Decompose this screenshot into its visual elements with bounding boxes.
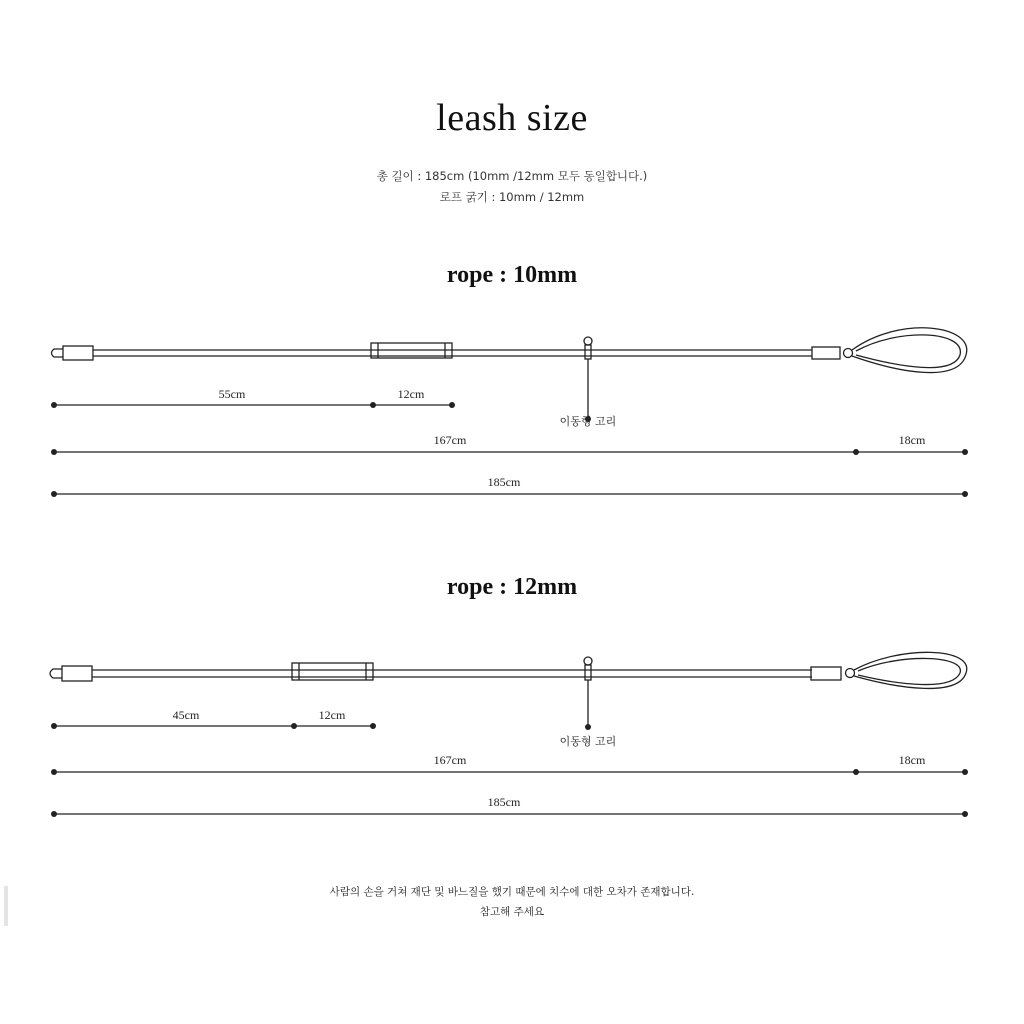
rope-thickness-info: 로프 굵기 : 10mm / 12mm	[439, 190, 585, 204]
loop-sleeve	[812, 347, 840, 359]
notice-line-1: 사람의 손을 거쳐 재단 및 바느질을 했기 때문에 치수에 대한 오차가 존재합니다.	[329, 886, 695, 898]
total-length-label: 185cm	[487, 475, 521, 489]
handle-length-label: 12cm	[397, 387, 425, 401]
body-length-label: 167cm	[433, 753, 467, 767]
clip-hook	[52, 349, 64, 357]
body-length-label: 167cm	[433, 433, 467, 447]
clip-connector	[62, 666, 92, 681]
total-length-label: 185cm	[487, 795, 521, 809]
loop-sleeve	[811, 667, 841, 680]
sliding-ring	[584, 337, 592, 345]
handle-length-label: 12cm	[318, 708, 346, 722]
clip-hook	[50, 669, 62, 678]
clip-connector	[63, 346, 93, 360]
sliding-ring	[584, 657, 592, 665]
section-title-12mm: rope : 12mm	[446, 574, 578, 600]
leash-diagram-10mm	[0, 325, 1024, 510]
ring-label: 이동형 고리	[559, 415, 617, 428]
loop-length-label: 18cm	[898, 433, 926, 447]
page-title: leash size	[436, 97, 588, 139]
section-title-10mm: rope : 10mm	[446, 262, 578, 288]
ring-label: 이동형 고리	[559, 735, 617, 748]
first-length-label: 45cm	[172, 708, 200, 722]
leash-diagram-12mm	[0, 645, 1024, 830]
total-length-info: 총 길이 : 185cm (10mm /12mm 모두 동일합니다.)	[376, 169, 648, 183]
loop-length-label: 18cm	[898, 753, 926, 767]
hand-loop	[854, 652, 967, 688]
first-length-label: 55cm	[218, 387, 246, 401]
notice-line-2: 참고해 주세요	[479, 906, 545, 918]
